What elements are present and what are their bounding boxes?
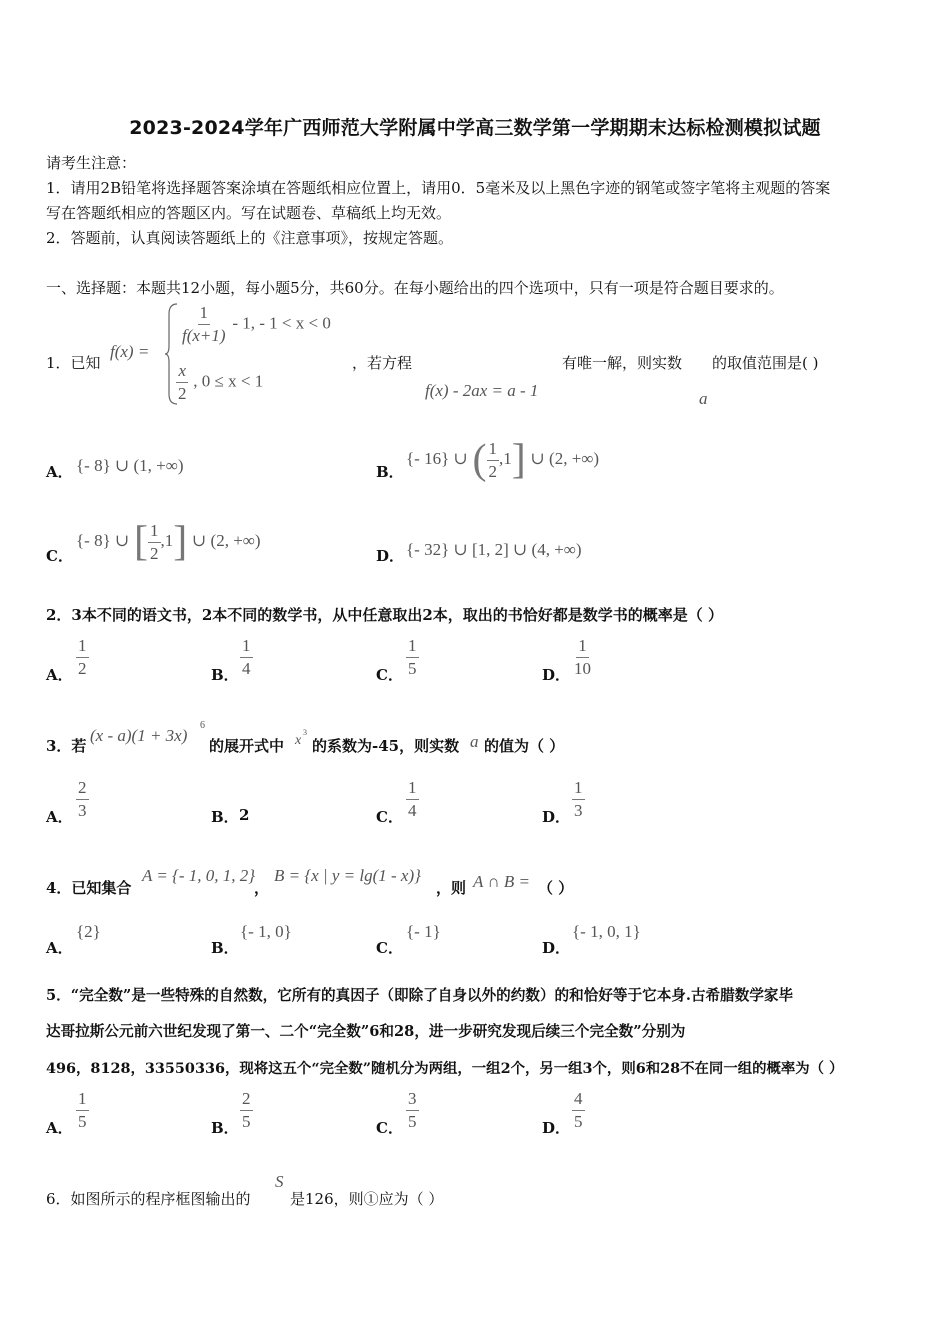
q1-option-c[interactable] [76, 518, 261, 566]
q5-option-a-frac [76, 1090, 89, 1131]
q1-var: a [699, 389, 708, 408]
q3-option-d-frac [572, 779, 585, 820]
q3-mid2: 的系数为-45，则实数 [312, 737, 460, 755]
q3-term: x [295, 733, 302, 748]
q5-option-a-label[interactable]: A． [46, 1119, 73, 1137]
q3-tail: 的值为（ ） [484, 737, 565, 755]
q1-piece2-den: 2 [178, 384, 187, 403]
q5-option-d[interactable] [572, 1090, 585, 1131]
notice-line1b: 写在答题纸相应的答题区内。写在试题卷、草稿纸上均无效。 [46, 204, 452, 222]
q2-option-a-den: 2 [78, 659, 87, 678]
q5-option-d-num: 4 [572, 1090, 585, 1111]
q3-option-c[interactable] [406, 779, 419, 820]
q1-option-b-rbracket: ] [511, 437, 526, 483]
q2-option-d[interactable] [572, 637, 593, 678]
q5-option-b[interactable] [240, 1090, 253, 1131]
q1-piece1-frac [180, 304, 228, 345]
q1-tail2: 的取值范围是( ) [712, 354, 819, 372]
q1-piece1-den: f(x+1) [182, 326, 226, 345]
q1-fx: f(x) = [110, 342, 150, 361]
q1-option-a[interactable]: {- 8} ∪ (1, +∞) [76, 456, 184, 475]
q5-option-c[interactable] [406, 1090, 419, 1131]
q1-option-c-mid: ,1 [160, 531, 174, 550]
q1-piece2-frac [176, 362, 189, 403]
q5-option-d-frac [572, 1090, 585, 1131]
q4-prefix: 4．已知集合 [46, 879, 132, 897]
q4-option-d[interactable]: {- 1, 0, 1} [572, 922, 641, 941]
q5-line2: 达哥拉斯公元前六世纪发现了第一、二个“完全数”6和28，进一步研究发现后续三个完全数”分别为 [46, 1023, 686, 1040]
q2-option-d-den: 10 [574, 659, 591, 678]
q2-option-c[interactable] [406, 637, 419, 678]
q1-option-a-label[interactable]: A． [46, 463, 73, 481]
q2-text: 2．3本不同的语文书，2本不同的数学书，从中任意取出2本，取出的书恰好都是数学书的概率是（ ） [46, 606, 723, 624]
q3-option-d-den: 3 [574, 801, 583, 820]
q2-option-a[interactable] [76, 637, 89, 678]
q4-setB: B = {x | y = lg(1 - x)} [274, 866, 421, 885]
q3-exp: 6 [200, 720, 205, 731]
q5-line3: 496，8128，33550336，现将这五个“完全数”随机分为两组，一组2个，另一组3个，则6和28不在同一组的概率为（ ） [46, 1060, 844, 1077]
q3-option-a-den: 3 [78, 801, 87, 820]
q3-mid: 的展开式中 [209, 737, 285, 755]
q3-prefix: 3．若 [46, 737, 87, 755]
q5-option-c-frac [406, 1090, 419, 1131]
q2-option-d-label[interactable]: D． [542, 666, 571, 684]
q2-option-a-num: 1 [76, 637, 89, 658]
q1-option-c-den: 2 [150, 543, 159, 563]
q1-option-b-lparen: ( [472, 437, 487, 483]
q3-option-c-label[interactable]: C． [376, 808, 403, 826]
q5-option-b-frac [240, 1090, 253, 1131]
q2-option-c-den: 5 [408, 659, 417, 678]
q1-option-b-den: 2 [488, 461, 498, 481]
q1-piece1 [180, 304, 331, 345]
q1-piece2-num: x [176, 362, 188, 383]
q2-option-b-num: 1 [240, 637, 253, 658]
q4-tail: （ ） [538, 879, 574, 897]
q1-option-b-pre: {- 16} ∪ [406, 449, 468, 468]
q2-option-c-label[interactable]: C． [376, 666, 403, 684]
q2-option-d-frac [572, 637, 593, 678]
q1-piece1-num: 1 [198, 304, 211, 325]
section-heading: 一、选择题：本题共12小题，每小题5分，共60分。在每小题给出的四个选项中，只有一项是符合题目要求的。 [46, 279, 784, 297]
q3-option-d[interactable] [572, 779, 585, 820]
q1-option-c-num: 1 [148, 522, 161, 543]
q1-option-d-label[interactable]: D． [376, 547, 405, 565]
q5-option-b-num: 2 [240, 1090, 253, 1111]
q4-option-a[interactable]: {2} [76, 922, 101, 941]
q3-option-c-den: 4 [408, 801, 417, 820]
q5-option-c-num: 3 [406, 1090, 419, 1111]
q4-option-b-label[interactable]: B． [211, 939, 239, 957]
q5-line1: 5．“完全数”是一些特殊的自然数，它所有的真因子（即除了自身以外的约数）的和恰好等于它本身.古希腊数学家毕 [46, 987, 794, 1004]
q3-option-a-label[interactable]: A． [46, 808, 73, 826]
q4-option-c[interactable]: {- 1} [406, 922, 441, 941]
q2-option-b-frac [240, 637, 253, 678]
q4-mid: ，则 [436, 879, 467, 897]
page-title: 2023-2024学年广西师范大学附属中学高三数学第一学期期末达标检测模拟试题 [129, 117, 821, 139]
q1-option-b-frac [487, 440, 500, 481]
q6-prefix: 6．如图所示的程序框图输出的 [46, 1190, 251, 1208]
q2-option-d-num: 1 [576, 637, 589, 658]
q3-option-c-num: 1 [406, 779, 419, 800]
q5-option-a[interactable] [76, 1090, 89, 1131]
q3-option-c-frac [406, 779, 419, 820]
q2-option-b-label[interactable]: B． [211, 666, 239, 684]
q5-option-a-den: 5 [78, 1112, 87, 1131]
q3-option-a[interactable] [76, 779, 89, 820]
q1-equation: f(x) - 2ax = a - 1 [425, 381, 539, 400]
q5-option-d-den: 5 [574, 1112, 583, 1131]
q3-option-b[interactable]: 2 [239, 806, 250, 824]
q2-option-c-frac [406, 637, 419, 678]
q6-var: S [275, 1172, 284, 1191]
q1-option-c-lbracket: [ [134, 519, 149, 565]
q4-expr: A ∩ B = [473, 872, 530, 891]
q3-expr: (x - a)(1 + 3x) [90, 726, 188, 745]
q5-option-a-num: 1 [76, 1090, 89, 1111]
notice-heading: 请考生注意： [46, 154, 137, 172]
q5-option-c-den: 5 [408, 1112, 417, 1131]
q3-option-a-num: 2 [76, 779, 89, 800]
q3-option-d-num: 1 [572, 779, 585, 800]
q1-option-c-rbracket: ] [173, 519, 188, 565]
q2-option-c-num: 1 [406, 637, 419, 658]
notice-line2: 2．答题前，认真阅读答题纸上的《注意事项》，按规定答题。 [46, 229, 454, 247]
q4-option-d-label[interactable]: D． [542, 939, 571, 957]
q2-option-a-label[interactable]: A． [46, 666, 73, 684]
q3-option-a-frac [76, 779, 89, 820]
q1-tail: 有唯一解，则实数 [562, 354, 683, 372]
q2-option-a-frac [76, 637, 89, 678]
q5-option-c-label[interactable]: C． [376, 1119, 403, 1137]
q1-mid: ，若方程 [352, 354, 413, 372]
q1-option-d[interactable]: {- 32} ∪ [1, 2] ∪ (4, +∞) [406, 540, 582, 559]
q4-comma: ， [254, 879, 270, 897]
q4-option-c-label[interactable]: C． [376, 939, 403, 957]
q5-option-b-label[interactable]: B． [211, 1119, 239, 1137]
q1-piece2-tail: , 0 ≤ x < 1 [193, 371, 264, 391]
q1-option-c-post: ∪ (2, +∞) [192, 531, 261, 550]
q1-option-b-num: 1 [487, 440, 500, 461]
q1-option-b-label[interactable]: B． [376, 463, 404, 481]
q5-option-d-label[interactable]: D． [542, 1119, 571, 1137]
q1-option-c-pre: {- 8} ∪ [76, 531, 130, 550]
q3-option-d-label[interactable]: D． [542, 808, 571, 826]
q4-option-a-label[interactable]: A． [46, 939, 73, 957]
q1-option-c-frac [148, 522, 161, 563]
q3-term-exp: 3 [303, 728, 307, 737]
q1-piece1-tail: - 1, - 1 < x < 0 [232, 313, 331, 333]
q1-option-b[interactable] [406, 436, 599, 484]
q1-prefix: 1．已知 [46, 354, 101, 372]
q5-option-b-den: 5 [242, 1112, 251, 1131]
q3-option-b-label[interactable]: B． [211, 808, 239, 826]
q1-piece2 [176, 362, 263, 403]
q2-option-b-den: 4 [242, 659, 251, 678]
q4-setA: A = {- 1, 0, 1, 2} [142, 866, 256, 885]
q3-var: a [470, 732, 479, 751]
notice-line1a: 1．请用2B铅笔将选择题答案涂填在答题纸相应位置上，请用0．5毫米及以上黑色字迹的钢笔或签字笔将主观题的答案 [46, 179, 831, 197]
q2-option-b[interactable] [240, 637, 253, 678]
q1-option-c-label[interactable]: C． [46, 547, 73, 565]
q6-tail: 是126，则①应为（ ） [290, 1190, 444, 1208]
q1-option-b-post: ∪ (2, +∞) [530, 449, 600, 468]
q1-option-b-mid: ,1 [499, 449, 512, 468]
q4-option-b[interactable]: {- 1, 0} [240, 922, 292, 941]
